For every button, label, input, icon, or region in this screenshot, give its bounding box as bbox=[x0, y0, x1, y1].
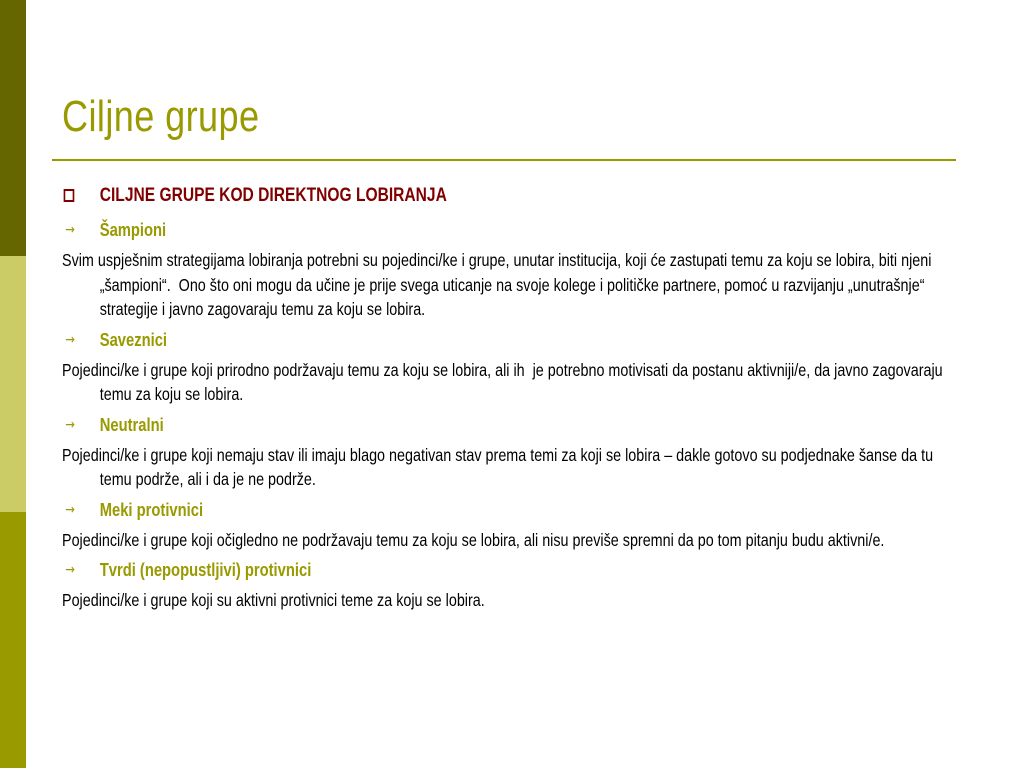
slide-content bbox=[62, 182, 964, 613]
section-text: Pojedinci/ke i grupe koji su aktivni protivnici teme za koju se lobira. bbox=[62, 590, 485, 610]
title-divider bbox=[52, 159, 956, 161]
section-heading bbox=[62, 218, 964, 242]
main-heading bbox=[62, 182, 964, 212]
section-label: Neutralni bbox=[99, 414, 164, 435]
section-label: Šampioni bbox=[99, 220, 167, 240]
slide-title: Ciljne grupe bbox=[62, 92, 260, 141]
section-neutralni bbox=[62, 413, 964, 492]
section-label: Tvrdi (nepopustljivi) protivnici bbox=[99, 560, 312, 580]
sidebar-stripe-bottom bbox=[0, 512, 26, 768]
arrow-right-icon: → bbox=[65, 501, 75, 518]
section-text: Pojedinci/ke i grupe koji prirodno podržavaju temu za koju se lobira, ali ih je potrebno motivisati da postanu aktivniji/e, da javno zagovaraju temu za koju se lobira. bbox=[62, 359, 947, 404]
section-saveznici bbox=[62, 328, 964, 407]
main-heading-text: CILJNE GRUPE KOD DIREKTNOG LOBIRANJA bbox=[99, 185, 447, 206]
arrow-right-icon: → bbox=[65, 416, 75, 433]
section-heading bbox=[62, 558, 964, 582]
arrow-right-icon: → bbox=[65, 222, 75, 238]
section-heading bbox=[62, 328, 964, 352]
section-label: Meki protivnici bbox=[99, 499, 204, 520]
arrow-right-icon: → bbox=[65, 331, 75, 348]
sidebar-stripe-middle bbox=[0, 256, 26, 512]
section-text: Svim uspješnim strategijama lobiranja potrebni su pojedinci/ke i grupe, unutar institucija, koji će zastupati temu za koju se lobira, biti njeni „šampioni“. Ono što oni mogu da učine je prije svega uticanje na svoje kolege i političke partnere, pomoć u razvijanju „unutrašnje“ strategije i javno zagovaraju temu za koju se lobira. bbox=[62, 250, 936, 319]
section-meki-protivnici bbox=[62, 498, 964, 553]
section-text: Pojedinci/ke i grupe koji očigledno ne podržavaju temu za koju se lobira, ali nisu previše spremni da po tom pitanju budu aktivni/e. bbox=[62, 529, 885, 550]
section-text: Pojedinci/ke i grupe koji nemaju stav ili imaju blago negativan stav prema temi za koji se lobira – dakle gotovo su podjednake šanse da tu temu podrže, ali i da je ne podrže. bbox=[62, 444, 938, 489]
section-heading bbox=[62, 498, 964, 522]
section-sampioni bbox=[62, 218, 964, 322]
section-tvrdi-protivnici bbox=[62, 558, 964, 613]
sidebar-stripe-top bbox=[0, 0, 26, 256]
section-heading bbox=[62, 413, 964, 437]
arrow-right-icon: → bbox=[65, 562, 75, 578]
section-label: Saveznici bbox=[99, 329, 167, 350]
square-bullet-icon bbox=[62, 182, 95, 211]
